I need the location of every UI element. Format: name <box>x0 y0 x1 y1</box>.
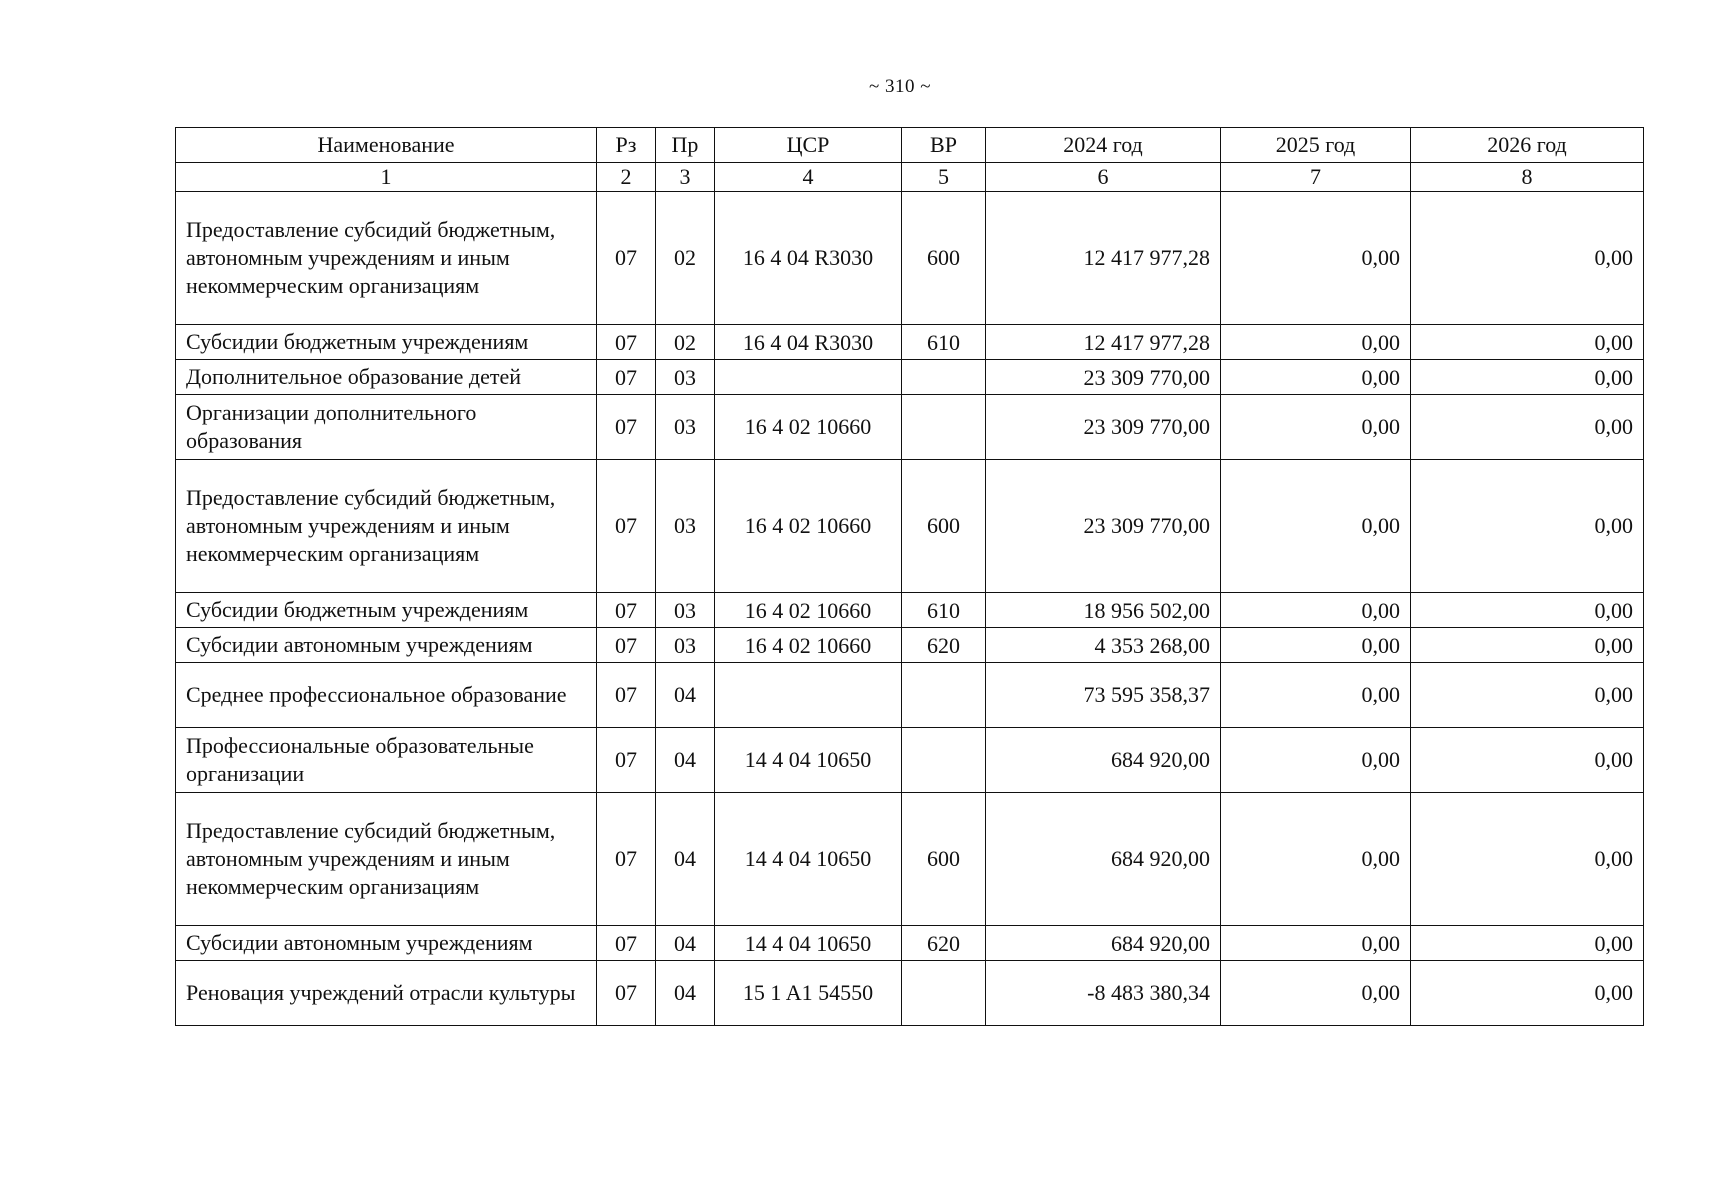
row-name: Субсидии бюджетным учреждениям <box>176 593 597 628</box>
header-pr: Пр <box>656 128 715 163</box>
table-row <box>176 793 1644 926</box>
row-name: Среднее профессиональное образование <box>176 663 597 728</box>
header-2025: 2025 год <box>1221 128 1411 163</box>
row-2025: 0,00 <box>1221 325 1411 360</box>
row-2026: 0,00 <box>1411 593 1644 628</box>
row-rz: 07 <box>597 593 656 628</box>
row-csr: 14 4 04 10650 <box>715 793 902 926</box>
table-row <box>176 926 1644 961</box>
row-2024: 23 309 770,00 <box>986 395 1221 460</box>
column-number: 4 <box>715 163 902 192</box>
row-2024: 23 309 770,00 <box>986 460 1221 593</box>
row-2026: 0,00 <box>1411 360 1644 395</box>
table-row <box>176 360 1644 395</box>
row-name: Субсидии бюджетным учреждениям <box>176 325 597 360</box>
row-name: Предоставление субсидий бюджетным, автономным учреждениям и иным некоммерческим организациям <box>176 793 597 926</box>
row-2024: 73 595 358,37 <box>986 663 1221 728</box>
row-2026: 0,00 <box>1411 793 1644 926</box>
row-vr: 620 <box>902 926 986 961</box>
header-csr: ЦСР <box>715 128 902 163</box>
row-pr: 03 <box>656 628 715 663</box>
column-number: 3 <box>656 163 715 192</box>
table-row <box>176 460 1644 593</box>
row-rz: 07 <box>597 663 656 728</box>
row-csr: 15 1 A1 54550 <box>715 961 902 1026</box>
row-2024: 684 920,00 <box>986 793 1221 926</box>
row-2025: 0,00 <box>1221 961 1411 1026</box>
row-rz: 07 <box>597 793 656 926</box>
header-2024: 2024 год <box>986 128 1221 163</box>
row-csr <box>715 360 902 395</box>
row-pr: 04 <box>656 793 715 926</box>
row-vr: 610 <box>902 593 986 628</box>
row-2026: 0,00 <box>1411 728 1644 793</box>
page-number: ~ 310 ~ <box>868 76 932 97</box>
row-2025: 0,00 <box>1221 793 1411 926</box>
row-rz: 07 <box>597 926 656 961</box>
row-2025: 0,00 <box>1221 628 1411 663</box>
row-2025: 0,00 <box>1221 663 1411 728</box>
table-row <box>176 325 1644 360</box>
column-numbers-row <box>176 163 1644 192</box>
row-vr: 620 <box>902 628 986 663</box>
row-name: Реновация учреждений отрасли культуры <box>176 961 597 1026</box>
row-vr <box>902 961 986 1026</box>
table-header-row <box>176 128 1644 163</box>
column-number: 5 <box>902 163 986 192</box>
row-csr: 16 4 02 10660 <box>715 593 902 628</box>
column-number: 6 <box>986 163 1221 192</box>
row-rz: 07 <box>597 360 656 395</box>
row-rz: 07 <box>597 460 656 593</box>
column-number: 1 <box>176 163 597 192</box>
row-name: Субсидии автономным учреждениям <box>176 628 597 663</box>
row-csr: 16 4 02 10660 <box>715 460 902 593</box>
header-2026: 2026 год <box>1411 128 1644 163</box>
row-rz: 07 <box>597 728 656 793</box>
row-vr <box>902 395 986 460</box>
row-vr: 600 <box>902 192 986 325</box>
header-rz: Рз <box>597 128 656 163</box>
row-pr: 04 <box>656 926 715 961</box>
table-row <box>176 628 1644 663</box>
row-2025: 0,00 <box>1221 395 1411 460</box>
row-pr: 02 <box>656 325 715 360</box>
row-2026: 0,00 <box>1411 395 1644 460</box>
row-name: Субсидии автономным учреждениям <box>176 926 597 961</box>
table-row <box>176 395 1644 460</box>
column-number: 2 <box>597 163 656 192</box>
row-csr: 14 4 04 10650 <box>715 926 902 961</box>
row-2026: 0,00 <box>1411 926 1644 961</box>
column-number: 8 <box>1411 163 1644 192</box>
row-2026: 0,00 <box>1411 325 1644 360</box>
row-name: Профессиональные образовательные организации <box>176 728 597 793</box>
row-csr: 16 4 04 R3030 <box>715 325 902 360</box>
row-pr: 03 <box>656 460 715 593</box>
row-2024: 18 956 502,00 <box>986 593 1221 628</box>
row-rz: 07 <box>597 192 656 325</box>
row-vr: 600 <box>902 793 986 926</box>
row-2024: 12 417 977,28 <box>986 325 1221 360</box>
row-2025: 0,00 <box>1221 360 1411 395</box>
header-name: Наименование <box>176 128 597 163</box>
row-2024: 4 353 268,00 <box>986 628 1221 663</box>
row-2024: 684 920,00 <box>986 926 1221 961</box>
row-2025: 0,00 <box>1221 926 1411 961</box>
row-csr: 16 4 02 10660 <box>715 395 902 460</box>
row-pr: 04 <box>656 961 715 1026</box>
row-pr: 04 <box>656 663 715 728</box>
row-2026: 0,00 <box>1411 961 1644 1026</box>
row-name: Предоставление субсидий бюджетным, автономным учреждениям и иным некоммерческим организациям <box>176 192 597 325</box>
row-pr: 04 <box>656 728 715 793</box>
table-row <box>176 192 1644 325</box>
row-rz: 07 <box>597 961 656 1026</box>
row-2026: 0,00 <box>1411 628 1644 663</box>
row-pr: 02 <box>656 192 715 325</box>
row-2025: 0,00 <box>1221 192 1411 325</box>
row-pr: 03 <box>656 395 715 460</box>
table-row <box>176 961 1644 1026</box>
row-vr: 600 <box>902 460 986 593</box>
row-pr: 03 <box>656 593 715 628</box>
row-csr: 16 4 04 R3030 <box>715 192 902 325</box>
row-rz: 07 <box>597 325 656 360</box>
header-vr: ВР <box>902 128 986 163</box>
budget-table <box>175 127 1644 1026</box>
row-rz: 07 <box>597 628 656 663</box>
row-pr: 03 <box>656 360 715 395</box>
row-2024: 12 417 977,28 <box>986 192 1221 325</box>
row-2026: 0,00 <box>1411 192 1644 325</box>
row-vr: 610 <box>902 325 986 360</box>
row-2025: 0,00 <box>1221 593 1411 628</box>
row-2024: -8 483 380,34 <box>986 961 1221 1026</box>
table-row <box>176 728 1644 793</box>
row-2025: 0,00 <box>1221 728 1411 793</box>
table-row <box>176 663 1644 728</box>
row-2025: 0,00 <box>1221 460 1411 593</box>
row-vr <box>902 728 986 793</box>
row-csr: 14 4 04 10650 <box>715 728 902 793</box>
row-2024: 684 920,00 <box>986 728 1221 793</box>
column-number: 7 <box>1221 163 1411 192</box>
row-rz: 07 <box>597 395 656 460</box>
row-2026: 0,00 <box>1411 460 1644 593</box>
row-vr <box>902 663 986 728</box>
row-vr <box>902 360 986 395</box>
row-2024: 23 309 770,00 <box>986 360 1221 395</box>
row-name: Организации дополнительного образования <box>176 395 597 460</box>
row-name: Предоставление субсидий бюджетным, автономным учреждениям и иным некоммерческим организациям <box>176 460 597 593</box>
row-csr: 16 4 02 10660 <box>715 628 902 663</box>
row-csr <box>715 663 902 728</box>
row-name: Дополнительное образование детей <box>176 360 597 395</box>
row-2026: 0,00 <box>1411 663 1644 728</box>
table-row <box>176 593 1644 628</box>
